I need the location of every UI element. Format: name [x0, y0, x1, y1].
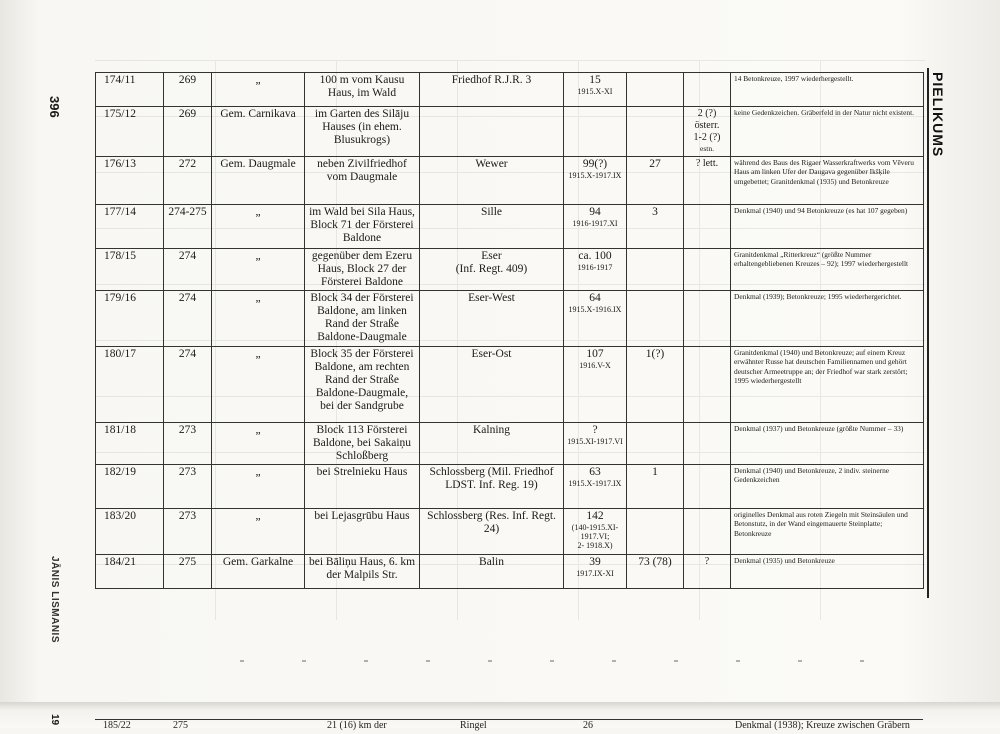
date-range: 1915.X-XI [577, 87, 613, 96]
cell-page: 273 [164, 509, 212, 555]
table-row [96, 347, 924, 423]
cell-page: 275 [164, 555, 212, 589]
cell-cemetery: Eser (Inf. Regt. 409) [420, 249, 564, 291]
count-value: 15 [589, 74, 601, 86]
cell-notes: Granitdenkmal „Ritterkreuz“ (größte Nummer erhaltengebliebenen Kreuzes – 92); 1997 wiederhergestellt [731, 249, 924, 291]
cell-other-count: 1 [627, 465, 684, 509]
cell-notes: Denkmal (1939); Betonkreuze; 1995 wiederhergerichtet. [731, 291, 924, 347]
cell-parish: Gem. Daugmale [212, 157, 305, 205]
cell-nationality [684, 249, 731, 291]
date-range: 1916.V-X [579, 361, 611, 370]
cell-notes: während des Baus des Rigaer Wasserkraftwerks vom Vēveru Haus am linken Ufer der Daugava gegenüber Ikšķile umgebettet; Granitdenkmal (1935) und Betonkreuze [731, 157, 924, 205]
date-range: 1916-1917 [577, 263, 613, 272]
cell-cemetery: Friedhof R.J.R. 3 [420, 73, 564, 107]
page-number: 396 [47, 96, 62, 118]
nationality-value: ? [704, 556, 710, 567]
count-value: ca. 100 [578, 250, 612, 262]
cell-parish: „ [212, 73, 305, 107]
cell-parish: „ [212, 465, 305, 509]
cell-page: 274 [164, 249, 212, 291]
date-range: 1916-1917.XI [572, 219, 618, 228]
cell-parish: „ [212, 291, 305, 347]
cell-number: 176/13 [96, 157, 164, 205]
cell-nationality [684, 73, 731, 107]
cell-location: neben Zivilfriedhof vom Daugmale [305, 157, 420, 205]
count-value: 39 [589, 556, 601, 568]
cell-other-count: 1(?) [627, 347, 684, 423]
cell-location: Block 113 Försterei Baldone, bei Sakaiņu Schloßberg [305, 423, 420, 465]
cell-number: 179/16 [96, 291, 164, 347]
table-row [96, 423, 924, 465]
cell-count [564, 347, 627, 423]
cell-nationality [684, 555, 731, 589]
cell-count [564, 157, 627, 205]
cell-page: 273 [164, 423, 212, 465]
cell-location: Block 34 der Försterei Baldone, am linken Rand der Straße Baldone-Daugmale [305, 291, 420, 347]
date-range: 1915.X-1916.IX [568, 305, 622, 314]
cell-notes: keine Gedenkzeichen. Gräberfeld in der Natur nicht existent. [731, 107, 924, 157]
cell-page: 274 [164, 347, 212, 423]
cell-notes: Denkmal (1935) und Betonkreuze [731, 555, 924, 589]
cell-location: bei Strelnieku Haus [305, 465, 420, 509]
next-page-row [95, 719, 923, 734]
cell-notes: Granitdenkmal (1940) und Betonkreuze; auf einem Kreuz erwähnter Russe hat deutschen Familiennamen und gehört deutscher Armeetruppe an; der Friedhof war stark zerstört; 1995 wiederhergestellt [731, 347, 924, 423]
cell-count [564, 465, 627, 509]
cell-cemetery: Eser-West [420, 291, 564, 347]
cell-parish: „ [212, 249, 305, 291]
table-row [96, 291, 924, 347]
cell-nationality [684, 107, 731, 157]
cell-cemetery: Wewer [420, 157, 564, 205]
cell-page: 273 [164, 465, 212, 509]
table-row [96, 555, 924, 589]
cell-notes: Denkmal (1940) und 94 Betonkreuze (es hat 107 gegeben) [731, 205, 924, 249]
cell-other-count: 27 [627, 157, 684, 205]
cell-page: 272 [164, 157, 212, 205]
cell-number: 184/21 [96, 555, 164, 589]
date-range: 1915.X-1917.IX [568, 479, 622, 488]
count-value: 94 [589, 206, 601, 218]
cell-number: 174/11 [96, 73, 164, 107]
cell-other-count [627, 107, 684, 157]
cell-count [564, 509, 627, 555]
table-row [96, 205, 924, 249]
next-row-cemetery: Ringel [460, 720, 487, 731]
cell-cemetery: Balin [420, 555, 564, 589]
cell-location: Block 35 der Försterei Baldone, am rechten Rand der Straße Baldone-Daugmale, bei der Sandgrube [305, 347, 420, 423]
cell-count [564, 291, 627, 347]
cell-cemetery [420, 107, 564, 157]
cell-location: bei Lejasgrūbu Haus [305, 509, 420, 555]
cell-page: 274 [164, 291, 212, 347]
cell-other-count [627, 249, 684, 291]
cell-location: im Wald bei Sila Haus, Block 71 der Försterei Baldone [305, 205, 420, 249]
table-row [96, 509, 924, 555]
cell-parish: „ [212, 509, 305, 555]
count-value: 142 [586, 510, 604, 522]
cell-location: bei Bāliņu Haus, 6. km der Malpils Str. [305, 555, 420, 589]
cell-nationality [684, 509, 731, 555]
cell-cemetery: Kalning [420, 423, 564, 465]
cell-nationality [684, 465, 731, 509]
cell-page: 269 [164, 73, 212, 107]
count-value: 64 [589, 292, 601, 304]
cell-parish: Gem. Carnikava [212, 107, 305, 157]
cell-count [564, 249, 627, 291]
cell-nationality [684, 291, 731, 347]
cell-nationality [684, 347, 731, 423]
cell-nationality [684, 157, 731, 205]
date-range: 1915.X-1917.IX [568, 171, 622, 180]
nationality-value: ? lett. [695, 158, 719, 169]
next-row-nr: 185/22 [103, 720, 131, 731]
cell-nationality [684, 205, 731, 249]
cell-other-count [627, 291, 684, 347]
next-row-page: 275 [173, 720, 188, 731]
cell-count [564, 205, 627, 249]
cell-cemetery: Schlossberg (Res. Inf. Regt. 24) [420, 509, 564, 555]
next-row-notes: Denkmal (1938); Kreuze zwischen Gräbern [735, 720, 910, 731]
date-range: 1915.XI-1917.VI [567, 437, 623, 446]
cell-other-count: 73 (78) [627, 555, 684, 589]
cell-cemetery: Schlossberg (Mil. Friedhof LDST. Inf. Reg. 19) [420, 465, 564, 509]
section-heading: PIELIKUMS [930, 72, 946, 158]
cell-other-count [627, 509, 684, 555]
table-row [96, 157, 924, 205]
table-body [96, 73, 924, 589]
next-row-count: 26 [583, 720, 593, 731]
cell-nationality [684, 423, 731, 465]
count-value: ? [592, 424, 598, 436]
cell-parish: „ [212, 347, 305, 423]
cell-number: 182/19 [96, 465, 164, 509]
cell-parish: Gem. Garkalne [212, 555, 305, 589]
page-divider [240, 660, 900, 662]
nationality-sub: estn. [700, 144, 714, 153]
cell-other-count [627, 73, 684, 107]
table-row [96, 73, 924, 107]
cell-cemetery: Eser-Ost [420, 347, 564, 423]
cell-number: 177/14 [96, 205, 164, 249]
cell-parish: „ [212, 423, 305, 465]
table-row [96, 107, 924, 157]
cell-count [564, 555, 627, 589]
cell-notes: Denkmal (1940) und Betonkreuze, 2 indiv. steinerne Gedenkzeichen [731, 465, 924, 509]
cell-count [564, 107, 627, 157]
cell-number: 175/12 [96, 107, 164, 157]
cell-number: 180/17 [96, 347, 164, 423]
count-value: 99(?) [582, 158, 608, 170]
table-row [96, 465, 924, 509]
next-row-location: 21 (16) km der [327, 720, 387, 731]
cell-number: 181/18 [96, 423, 164, 465]
cell-notes: 14 Betonkreuze, 1997 wiederhergestellt. [731, 73, 924, 107]
running-head: JĀNIS LISMANIS [49, 556, 60, 644]
cell-location: 100 m vom Kausu Haus, im Wald [305, 73, 420, 107]
cell-notes: Denkmal (1937) und Betonkreuze (größte Nummer – 33) [731, 423, 924, 465]
cell-location: gegenüber dem Ezeru Haus, Block 27 der Försterei Baldone [305, 249, 420, 291]
cell-cemetery: Sille [420, 205, 564, 249]
count-value: 107 [586, 348, 604, 360]
cell-other-count: 3 [627, 205, 684, 249]
cell-parish: „ [212, 205, 305, 249]
cell-page: 274-275 [164, 205, 212, 249]
cell-location: im Garten des Silāju Hauses (in ehem. Blusukrogs) [305, 107, 420, 157]
date-range: 1917.IX-XI [576, 569, 614, 578]
table-row [96, 249, 924, 291]
nationality-value: 2 (?) österr. 1-2 (?) [693, 108, 721, 143]
next-page-number: 19 [49, 714, 60, 726]
cell-other-count [627, 423, 684, 465]
cell-number: 178/15 [96, 249, 164, 291]
cemetery-table [95, 72, 924, 589]
cell-count [564, 73, 627, 107]
cell-number: 183/20 [96, 509, 164, 555]
section-rule [927, 68, 929, 598]
count-value: 63 [589, 466, 601, 478]
date-range: (140-1915.XI-1917.VI; 2- 1918.X) [571, 523, 619, 550]
cell-count [564, 423, 627, 465]
cell-notes: originelles Denkmal aus roten Ziegeln mit Steinsäulen und Betonstutz, in der Wand eingemauerte Steinplatte; Betonkreuze [731, 509, 924, 555]
cell-page: 269 [164, 107, 212, 157]
